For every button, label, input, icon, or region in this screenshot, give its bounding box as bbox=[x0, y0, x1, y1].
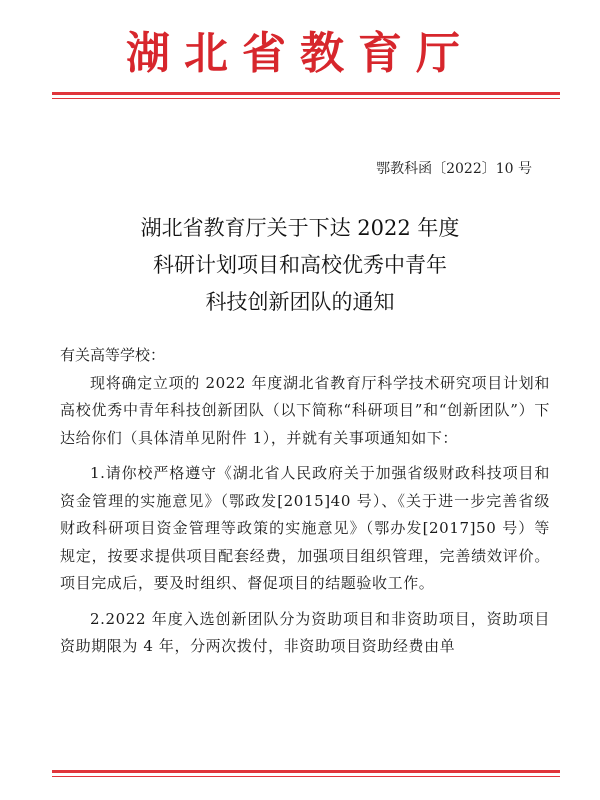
letterhead-rule-thick bbox=[52, 92, 560, 95]
footer-rule-thick bbox=[52, 770, 560, 773]
document-title-line: 科技创新团队的通知 bbox=[205, 290, 395, 314]
footer-rule-thin bbox=[52, 776, 560, 777]
salutation: 有关高等学校： bbox=[60, 346, 166, 364]
document-number: 鄂教科函〔2022〕10 号 bbox=[376, 161, 532, 177]
body-paragraph: 1.请你校严格遵守《湖北省人民政府关于加强省级财政科技项目和资金管理的实施意见》（鄂政发[2015]40 号）、《关于进一步完善省级财政科研项目资金管理等政策的实施意见》（鄂办发[2017]50 号）等规定，按要求提供项目配套经费，加强项目组织管理，完善绩效评价。项目完成后，要及时组织、督促项目的结题验收工作。 bbox=[60, 464, 550, 592]
document-title-line: 科研计划项目和高校优秀中青年 bbox=[153, 253, 447, 277]
body-paragraph: 2.2022 年度入选创新团队分为资助项目和非资助项目，资助项目资助期限为 4 年，分两次拨付，非资助项目资助经费由单 bbox=[60, 609, 550, 655]
document-title bbox=[0, 210, 600, 321]
letterhead-title: 湖北省教育厅 bbox=[126, 28, 474, 79]
document-body bbox=[60, 342, 550, 663]
document-title-line: 湖北省教育厅关于下达 2022 年度 bbox=[140, 216, 460, 240]
body-paragraph: 现将确定立项的 2022 年度湖北省教育厅科学技术研究项目计划和高校优秀中青年科技创新团队（以下简称“科研项目”和“创新团队”）下达给你们（具体清单见附件 1），并就有关事项通知如下： bbox=[60, 373, 550, 447]
letterhead-rule-thin bbox=[52, 98, 560, 99]
